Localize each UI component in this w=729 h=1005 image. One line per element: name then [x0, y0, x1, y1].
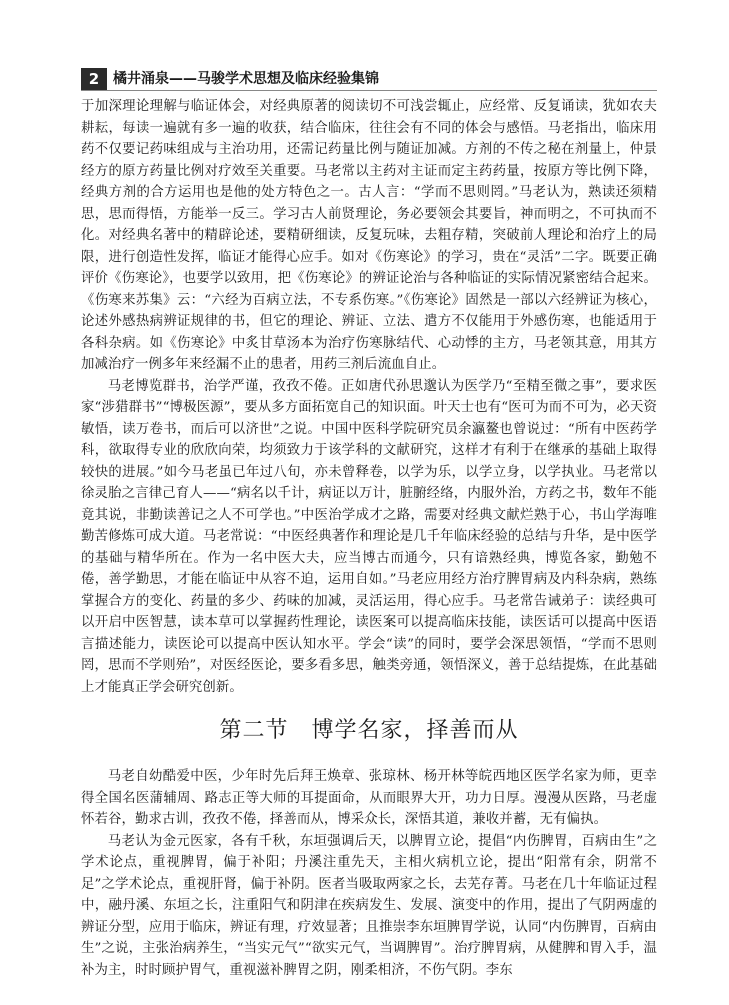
body-paragraph: 马老自幼酷爱中医，少年时先后拜王焕章、张琼林、杨开林等皖西地区医学名家为师，更幸得全国名医蒲辅周、路志正等大师的耳提面命，从而眼界大开，功力日厚。漫漫从医路，马老虚怀若谷，勤求古训，孜孜不倦，择善而从，博采众长，深悟其道，兼收并蓄，无有偏执。 — [81, 769, 657, 827]
page-body — [81, 96, 657, 981]
body-paragraph: 马老博览群书，治学严谨，孜孜不倦。正如唐代孙思邈认为医学乃“至精至微之事”，要求医家“涉猎群书”“博极医源”，要从多方面拓宽自己的知识面。叶天士也有“医可为而不可为，必天资敏悟，读万卷书，而后可以济世”之说。中国中医科学院研究员余瀛鳌也曾说过：“所有中医药学科，欲取得专业的欣欣向荣，均须致力于该学科的文献研究，这样才有利于在继承的基础上取得较快的进展。”如今马老虽已年过八旬，亦未曾释卷，以学为乐，以学立身，以学执业。马老常以徐灵胎之言律己育人——“病名以千计，病证以万计，脏腑经络，内服外治，方药之书，数年不能竟其说，非勤读善记之人不可学也。”中医治学成才之路，需要对经典文献烂熟于心，书山学海唯勤苦修炼可成大道。马老常说：“中医经典著作和理论是几千年临床经验的总结与升华，是中医学的基础与精华所在。作为一名中医大夫，应当博古而通今，只有谙熟经典，博览各家，勤勉不倦，善学勤思，才能在临证中从容不迫，运用自如。”马老应用经方治疗脾胃病及内科杂病，熟练掌握合方的变化、药量的多少、药味的加减，灵活运用，得心应手。马老常告诫弟子：读经典可以开启中医智慧，读本草可以掌握药性理论，读医案可以提高临床技能，读医话可以提高中医语言描述能力，读医论可以提高中医认知水平。学会“读”的同时，要学会深思领悟，“学而不思则罔，思而不学则殆”，对医经医论，要多看多思，触类旁通，领悟深义，善于总结提炼，在此基础上才能真正学会研究创新。 — [81, 378, 657, 695]
header-rule — [81, 90, 657, 91]
running-title: 橘井涌泉——马骏学术思想及临床经验集锦 — [113, 71, 379, 87]
body-paragraph: 马老认为金元医家，各有千秋，东垣强调后天，以脾胃立论，提倡“内伤脾胃，百病由生”之学术论点，重视脾胃，偏于补阳；丹溪注重先天，主相火病机立论，提出“阳常有余，阴常不足”之学术论点，重视肝肾，偏于补阴。医者当吸取两家之长，去芜存菁。马老在几十年临证过程中，融丹溪、东垣之长，注重阳气和阴津在疾病发生、发展、演变中的作用，提出了气阴两虚的辨证分型，应用于临床，辨证有理，疗效显著；且推崇李东垣脾胃学说，认同“内伤脾胃，百病由生”之说，主张治病养生，“当实元气”“欲实元气，当调脾胃”。治疗脾胃病，从健脾和胃入手，温补为主，时时顾护胃气，重视滋补脾胃之阴，刚柔相济，不伤气阴。李东 — [81, 833, 657, 978]
body-paragraph: 于加深理论理解与临证体会，对经典原著的阅读切不可浅尝辄止，应经常、反复诵读，犹如农夫耕耘，每读一遍就有多一遍的收获，结合临床，往往会有不同的体会与感悟。马老指出，临床用药不仅要记药味组成与主治功用，还需记药量比例与随证加减。方剂的不传之秘在剂量上，仲景经方的原方药量比例对疗效至关重要。马老常以主药对主证而定主药药量，按原方等比例下降，经典方剂的合方运用也是他的处方特色之一。古人言：“学而不思则罔。”马老认为，熟读还须精思，思而得悟，方能举一反三。学习古人前贤理论，务必要领会其要旨，神而明之，不可执而不化。对经典名著中的精辟论述，要精研细读，反复玩味，去粗存精，突破前人理论和治疗上的局限，进行创造性发挥，临证才能得心应手。如对《伤寒论》的学习，贵在“灵活”二字。既要正确评价《伤寒论》，也要学以致用，把《伤寒论》的辨证论治与各种临证的实际情况紧密结合起来。《伤寒来苏集》云：“六经为百病立法，不专系伤寒。”《伤寒论》固然是一部以六经辨证为核心，论述外感热病辨证规律的书，但它的理论、辨证、立法、遣方不仅能用于外感伤寒，也能适用于各科杂病。如《伤寒论》中炙甘草汤本为治疗伤寒脉结代、心动悸的主方，马老领其意，用其方加减治疗一例多年来经漏不止的患者，用药三剂后流血自止。 — [81, 99, 657, 372]
section-title: 第二节 博学名家，择善而从 — [219, 718, 519, 743]
page-number: 2 — [81, 68, 107, 90]
page-header — [81, 68, 657, 90]
